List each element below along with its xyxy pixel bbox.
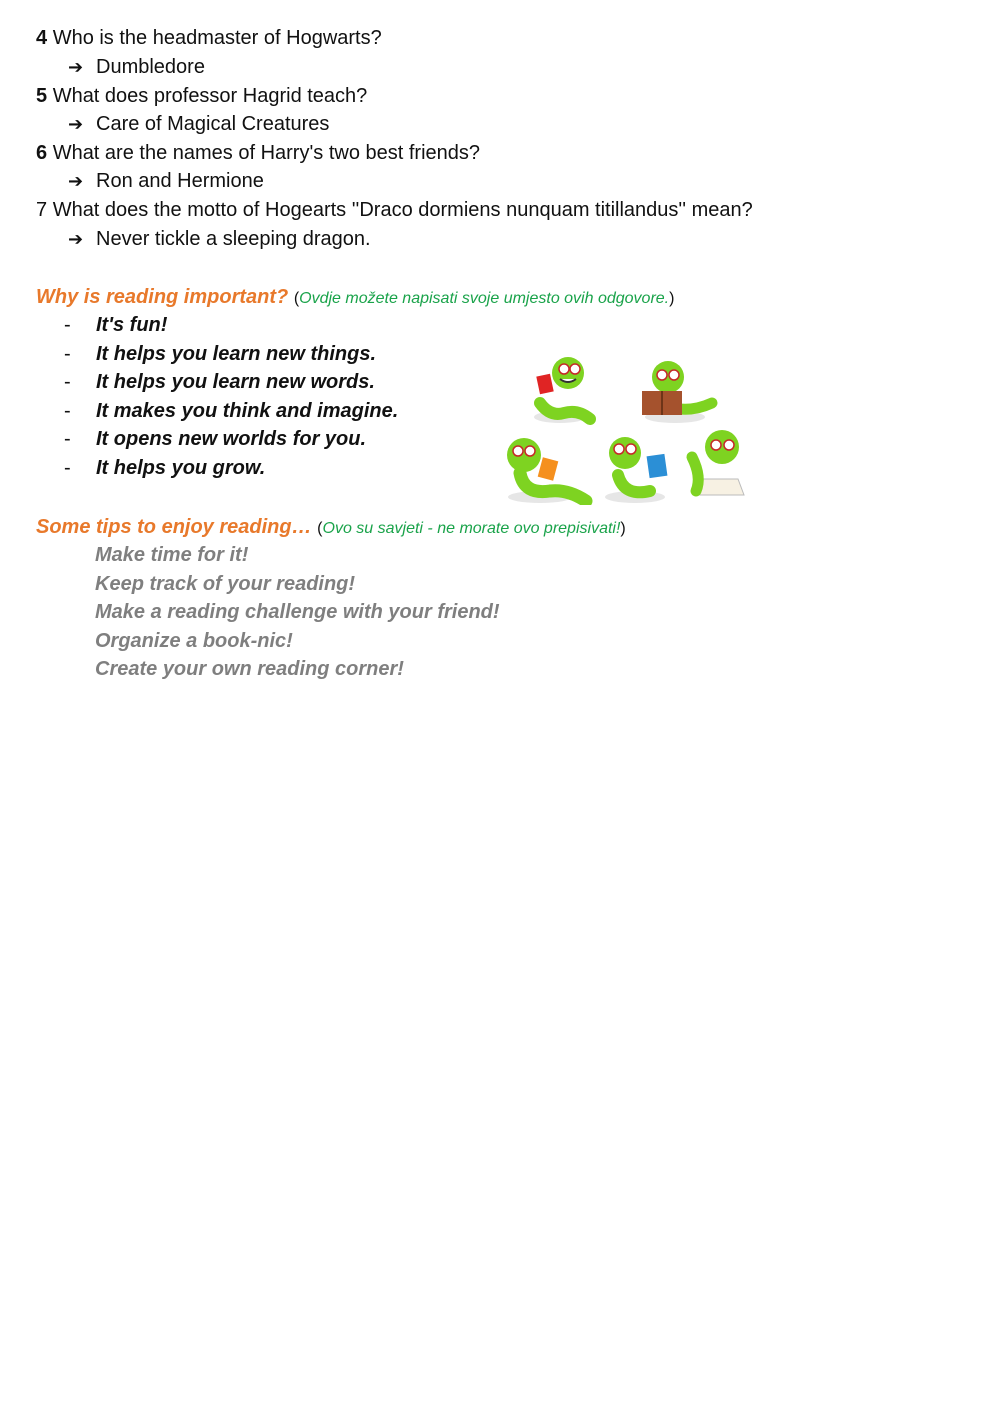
reading-reasons-list	[64, 311, 398, 483]
question-6: 6 What are the names of Harry's two best friends?	[36, 142, 481, 164]
list-item: Create your own reading corner!	[95, 658, 404, 681]
arrow-right-icon: ➔	[68, 114, 84, 134]
answer-7: ➔ Never tickle a sleeping dragon.	[68, 225, 371, 253]
bookworm-icon	[507, 438, 586, 503]
answer-6: ➔ Ron and Hermione	[68, 167, 264, 195]
reading-heading: Why is reading important?	[36, 286, 289, 308]
list-item: - It helps you learn new words.	[64, 371, 375, 394]
question-4: 4 Who is the headmaster of Hogwarts?	[36, 27, 382, 49]
list-item: Organize a book-nic!	[95, 629, 293, 652]
tips-note: Ovo su savjeti - ne morate ovo prepisivati!	[322, 520, 621, 537]
bookworm-icon	[534, 357, 590, 423]
question-text: What does professor Hagrid teach?	[52, 85, 368, 107]
list-item: - It opens new worlds for you.	[64, 428, 367, 451]
arrow-right-icon: ➔	[68, 171, 84, 191]
tips-heading-line: Some tips to enjoy reading… (Ovo su savjeti - ne morate ovo prepisivati!)	[36, 516, 626, 538]
question-text: What does the motto of Hogearts ''Draco dormiens nunquam titillandus'' mean?	[52, 199, 753, 221]
list-item: - It helps you grow.	[64, 456, 266, 479]
bookworm-icon	[642, 361, 712, 423]
question-5: 5 What does professor Hagrid teach?	[36, 85, 368, 107]
tips-list	[95, 541, 500, 684]
answer-5: ➔ Care of Magical Creatures	[68, 110, 329, 138]
list-item: Make time for it!	[95, 544, 249, 566]
list-item: Keep track of your reading!	[95, 572, 356, 595]
answer-4: ➔ Dumbledore	[68, 53, 205, 81]
bookworm-icon	[605, 437, 667, 503]
question-7: 7 What does the motto of Hogearts ''Draco dormiens nunquam titillandus'' mean?	[36, 199, 753, 221]
bookworms-reading-illustration	[500, 345, 760, 505]
question-text: What are the names of Harry's two best friends?	[52, 142, 481, 164]
list-item: - It's fun!	[64, 314, 168, 336]
list-item: - It helps you learn new things.	[64, 342, 377, 365]
reading-note: Ovdje možete napisati svoje umjesto ovih odgovore.	[299, 290, 670, 307]
bookworm-icon	[692, 430, 744, 495]
tips-heading: Some tips to enjoy reading…	[36, 516, 312, 538]
list-item: - It makes you think and imagine.	[64, 399, 399, 422]
arrow-right-icon: ➔	[68, 229, 84, 249]
question-text: Who is the headmaster of Hogwarts?	[52, 27, 382, 49]
list-item: Make a reading challenge with your friend!	[95, 601, 500, 624]
reading-heading-line: Why is reading important? (Ovdje možete napisati svoje umjesto ovih odgovore.)	[36, 286, 675, 308]
arrow-right-icon: ➔	[68, 57, 84, 77]
